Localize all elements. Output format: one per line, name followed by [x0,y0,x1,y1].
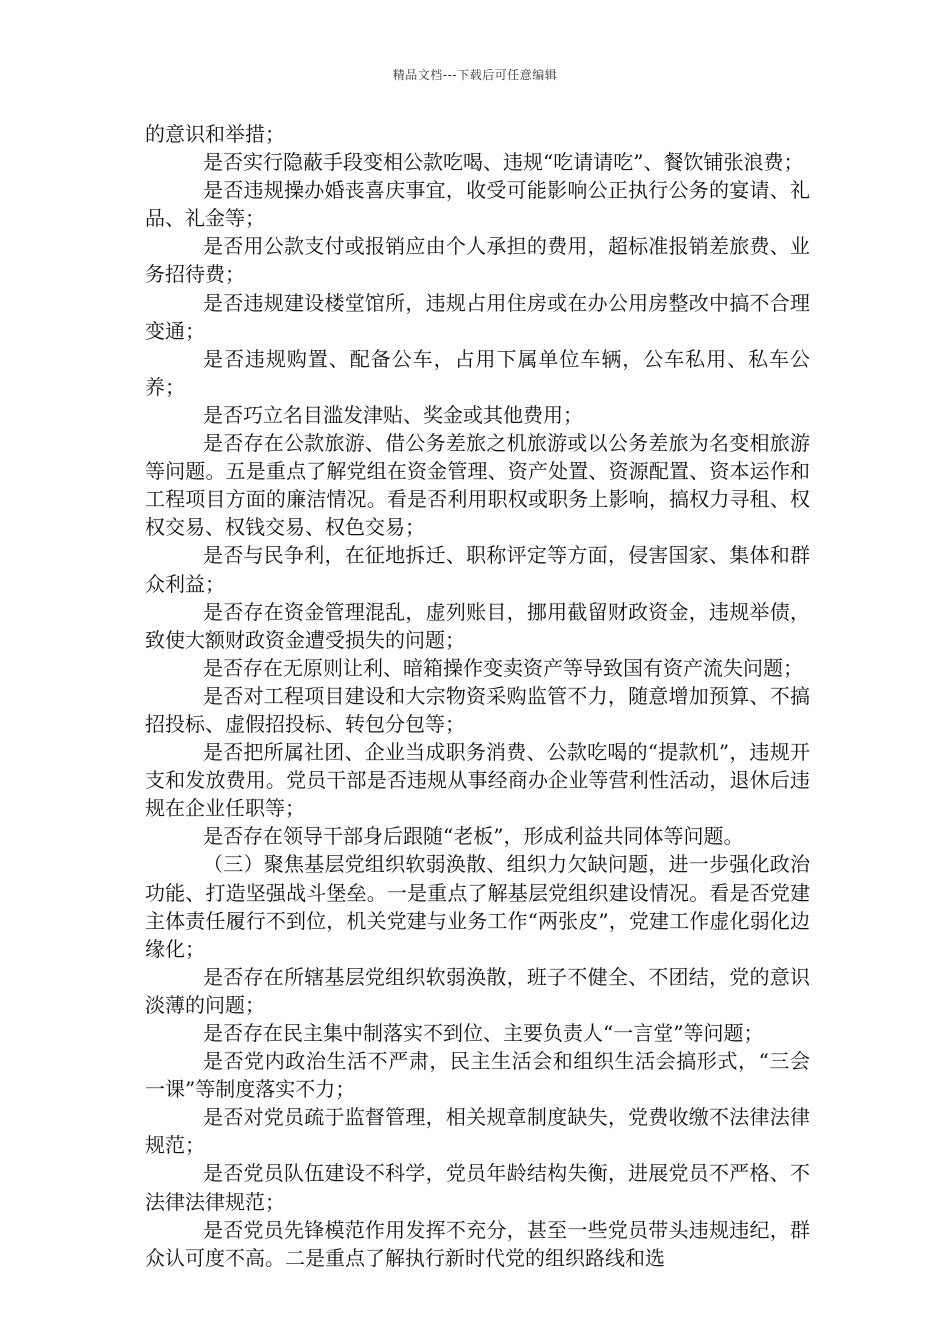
paragraph: 是否党内政治生活不严肃，民主生活会和组织生活会搞形式，“三会一课”等制度落实不力； [145,1049,810,1102]
paragraph: 是否存在无原则让利、暗箱操作变卖资产等导致国有资产流失问题； [203,655,803,680]
paragraph: 是否违规操办婚丧喜庆事宜，收受可能影响公正执行公务的宴请、礼品、礼金等； [145,178,810,231]
paragraph: （三）聚焦基层党组织软弱涣散、组织力欠缺问题，进一步强化政治功能、打造坚强战斗堡垒。一是重点了解基层党组织建设情况。看是否党建主体责任履行不到位，机关党建与业务工作“两张皮”，党建工作虚化弱化边缘化； [145,852,810,961]
paragraph: 是否违规购置、配备公车，占用下属单位车辆，公车私用、私车公养； [145,346,810,399]
paragraph: 是否存在民主集中制落实不到位、主要负责人“一言堂”等问题； [203,1021,764,1045]
paragraph: 是否实行隐蔽手段变相公款吃喝、违规“吃请请吃”、餐饮铺张浪费； [203,150,804,175]
paragraph: 是否存在资金管理混乱，虚列账目，挪用截留财政资金，违规举债，致使大额财政资金遭受损失的问题； [145,599,810,652]
paragraph: 是否把所属社团、企业当成职务消费、公款吃喝的“提款机”，违规开支和发放费用。党员干部是否违规从事经商办企业等营利性活动，退休后违规在企业任职等； [145,740,810,821]
paragraph: 是否对工程项目建设和大宗物资采购监管不力，随意增加预算、不搞招投标、虚假招投标、转包分包等； [145,683,810,736]
document-body [145,120,810,1272]
paragraph: 的意识和举措； [145,122,285,146]
paragraph: 是否党员先锋模范作用发挥不充分，甚至一些党员带头违规违纪，群众认可度不高。二是重点了解执行新时代党的组织路线和选 [145,1217,810,1270]
paragraph: 是否用公款支付或报销应由个人承担的费用，超标准报销差旅费、业务招待费； [145,234,810,287]
paragraph: 是否与民争利，在征地拆迁、职称评定等方面，侵害国家、集体和群众利益； [145,543,810,596]
paragraph: 是否存在领导干部身后跟随“老板”，形成利益共同体等问题。 [203,824,744,849]
paragraph: 是否存在所辖基层党组织软弱涣散，班子不健全、不团结，党的意识淡薄的问题； [145,964,810,1017]
paragraph: 是否党员队伍建设不科学，党员年龄结构失衡，进展党员不严格、不法律法律规范； [145,1161,810,1214]
paragraph: 是否存在公款旅游、借公务差旅之机旅游或以公务差旅为名变相旅游等问题。五是重点了解党组在资金管理、资产处置、资源配置、资本运作和工程项目方面的廉洁情况。看是否利用职权或职务上影响，搞权力寻租、权权交易、权钱交易、权色交易； [145,431,810,540]
paragraph: 是否巧立名目滥发津贴、奖金或其他费用； [203,402,583,427]
page-header: 精品文档---下载后可任意编辑 [392,68,558,82]
paragraph: 是否违规建设楼堂馆所，违规占用住房或在办公用房整改中搞不合理变通； [145,290,810,343]
paragraph: 是否对党员疏于监督管理，相关规章制度缺失，党费收缴不法律法律规范； [145,1105,810,1158]
